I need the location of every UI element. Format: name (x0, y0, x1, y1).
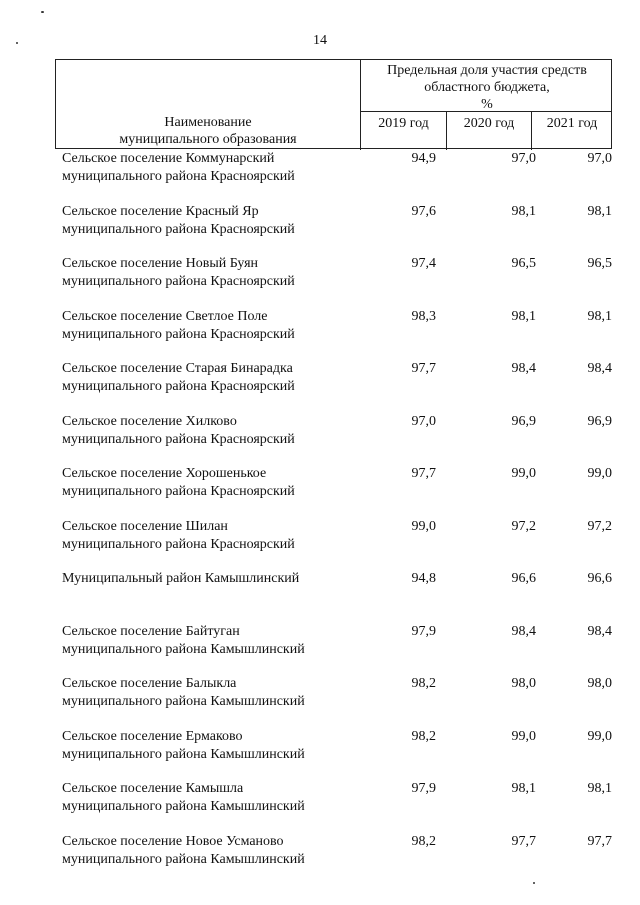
value-2019: 98,2 (411, 728, 436, 744)
value-2021: 96,5 (587, 256, 612, 271)
column-header-share: Предельная доля участия средств областного бюджета, % (387, 63, 587, 112)
value-2021: 96,9 (587, 413, 612, 429)
row-name: Сельское поселение Ермаково муниципального района Камышлинский (62, 728, 305, 762)
row-name: Сельское поселение Красный Яр муниципального района Красноярский (62, 203, 295, 237)
value-2020: 97,0 (511, 151, 536, 166)
value-2021: 98,4 (587, 361, 612, 376)
table-row (62, 780, 622, 833)
value-2020: 97,7 (511, 833, 536, 849)
value-2019: 97,4 (411, 256, 436, 271)
table-header (55, 59, 612, 149)
row-name: Сельское поселение Камышла муниципального района Камышлинский (62, 781, 305, 814)
value-2020: 98,1 (511, 308, 536, 324)
row-name: Сельское поселение Хорошенькое муниципального района Красноярский (62, 466, 295, 499)
value-2020: 98,4 (511, 623, 536, 639)
value-2019: 97,9 (411, 781, 436, 796)
value-2019: 97,9 (411, 623, 436, 639)
column-header-name: Наименование муниципального образования (119, 115, 297, 147)
row-name: Сельское поселение Хилково муниципального района Красноярский (62, 413, 295, 447)
value-2021: 98,1 (587, 203, 612, 219)
value-2020: 98,1 (511, 203, 536, 219)
value-2019: 97,7 (411, 361, 436, 376)
column-header-2021: 2021 год (546, 116, 598, 131)
table-body (62, 150, 622, 885)
value-2019: 98,2 (411, 833, 436, 849)
row-name: Сельское поселение Новый Буян муниципального района Красноярский (62, 256, 295, 289)
value-2021: 98,4 (587, 623, 612, 639)
table-row (62, 518, 622, 571)
table-row (62, 675, 622, 728)
value-2020: 97,2 (511, 518, 536, 534)
value-2021: 97,7 (587, 833, 612, 849)
table-row (62, 255, 622, 308)
value-2020: 99,0 (511, 466, 536, 481)
column-header-2020: 2020 год (463, 116, 515, 131)
value-2019: 98,3 (411, 308, 436, 324)
page-number: 14 (313, 33, 327, 48)
value-2021: 98,1 (587, 308, 612, 324)
value-2019: 98,2 (411, 676, 436, 691)
table-row (62, 413, 622, 466)
row-name: Сельское поселение Шилан муниципального района Красноярский (62, 518, 295, 552)
table-row (62, 203, 622, 256)
row-name: Сельское поселение Светлое Поле муниципального района Красноярский (62, 308, 295, 342)
row-name: Сельское поселение Старая Бинарадка муниципального района Красноярский (62, 361, 295, 394)
value-2019: 94,9 (411, 151, 436, 166)
table-row (62, 833, 622, 886)
table-row (62, 728, 622, 781)
value-2020: 98,0 (511, 676, 536, 691)
row-name: Сельское поселение Байтуган муниципального района Камышлинский (62, 623, 305, 657)
value-2021: 98,1 (587, 781, 612, 796)
table-row (62, 360, 622, 413)
value-2021: 97,0 (587, 151, 612, 166)
column-header-2019: 2019 год (378, 116, 429, 131)
table-row (62, 570, 622, 623)
row-name: Сельское поселение Новое Усманово муниципального района Камышлинский (62, 833, 305, 867)
value-2020: 99,0 (511, 728, 536, 744)
value-2020: 98,1 (511, 781, 536, 796)
value-2020: 96,6 (511, 571, 536, 586)
row-name: Муниципальный район Камышлинский (62, 571, 300, 586)
value-2019: 97,7 (411, 466, 436, 481)
value-2019: 99,0 (411, 518, 436, 534)
table-row (62, 150, 622, 203)
value-2021: 99,0 (587, 728, 612, 744)
value-2021: 99,0 (587, 466, 612, 481)
table-row (62, 465, 622, 518)
row-name: Сельское поселение Балыкла муниципального района Камышлинский (62, 676, 305, 709)
value-2020: 96,9 (511, 413, 536, 429)
scan-speck (41, 11, 44, 13)
value-2019: 97,0 (411, 413, 436, 429)
value-2019: 94,8 (411, 571, 436, 586)
value-2021: 97,2 (587, 518, 612, 534)
value-2020: 98,4 (511, 361, 536, 376)
value-2020: 96,5 (511, 256, 536, 271)
value-2019: 97,6 (411, 203, 436, 219)
table-row (62, 623, 622, 676)
value-2021: 96,6 (587, 571, 612, 586)
table-row (62, 308, 622, 361)
value-2021: 98,0 (587, 676, 612, 691)
row-name: Сельское поселение Коммунарский муниципального района Красноярский (62, 151, 295, 184)
